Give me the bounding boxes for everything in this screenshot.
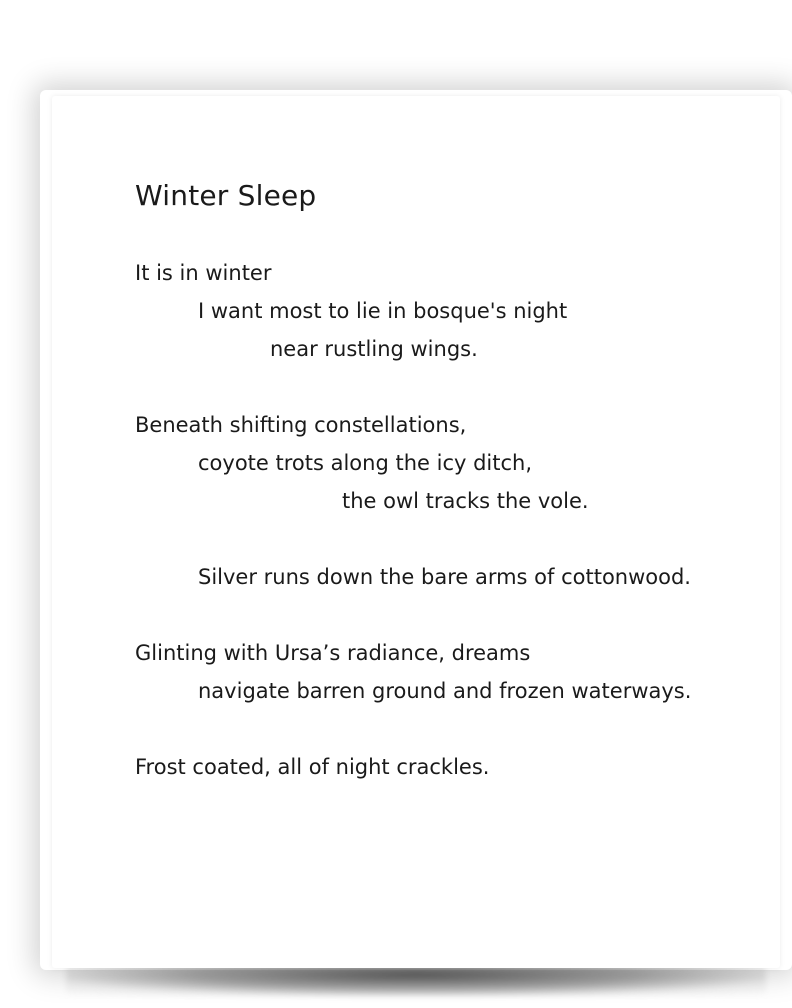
paper-bottom-shadow bbox=[66, 966, 766, 996]
poem-line: Beneath shifting constellations, bbox=[135, 413, 467, 437]
poem-line: Silver runs down the bare arms of cottonwood. bbox=[198, 565, 691, 589]
poem-line: It is in winter bbox=[135, 261, 272, 285]
poem-title: Winter Sleep bbox=[135, 179, 317, 212]
poem-line: Glinting with Ursa’s radiance, dreams bbox=[135, 641, 531, 665]
stanza-2 bbox=[135, 406, 755, 520]
stanza-4 bbox=[135, 634, 755, 710]
stanza-3 bbox=[135, 558, 755, 596]
poem-line: coyote trots along the icy ditch, bbox=[198, 451, 533, 475]
poem bbox=[135, 176, 755, 824]
poem-line: navigate barren ground and frozen waterways. bbox=[198, 679, 692, 703]
stanza-5 bbox=[135, 748, 755, 786]
poem-line: near rustling wings. bbox=[270, 337, 478, 361]
poem-line: I want most to lie in bosque's night bbox=[198, 299, 568, 323]
poem-line: the owl tracks the vole. bbox=[342, 489, 589, 513]
poem-line: Frost coated, all of night crackles. bbox=[135, 755, 490, 779]
stanza-1 bbox=[135, 254, 755, 368]
